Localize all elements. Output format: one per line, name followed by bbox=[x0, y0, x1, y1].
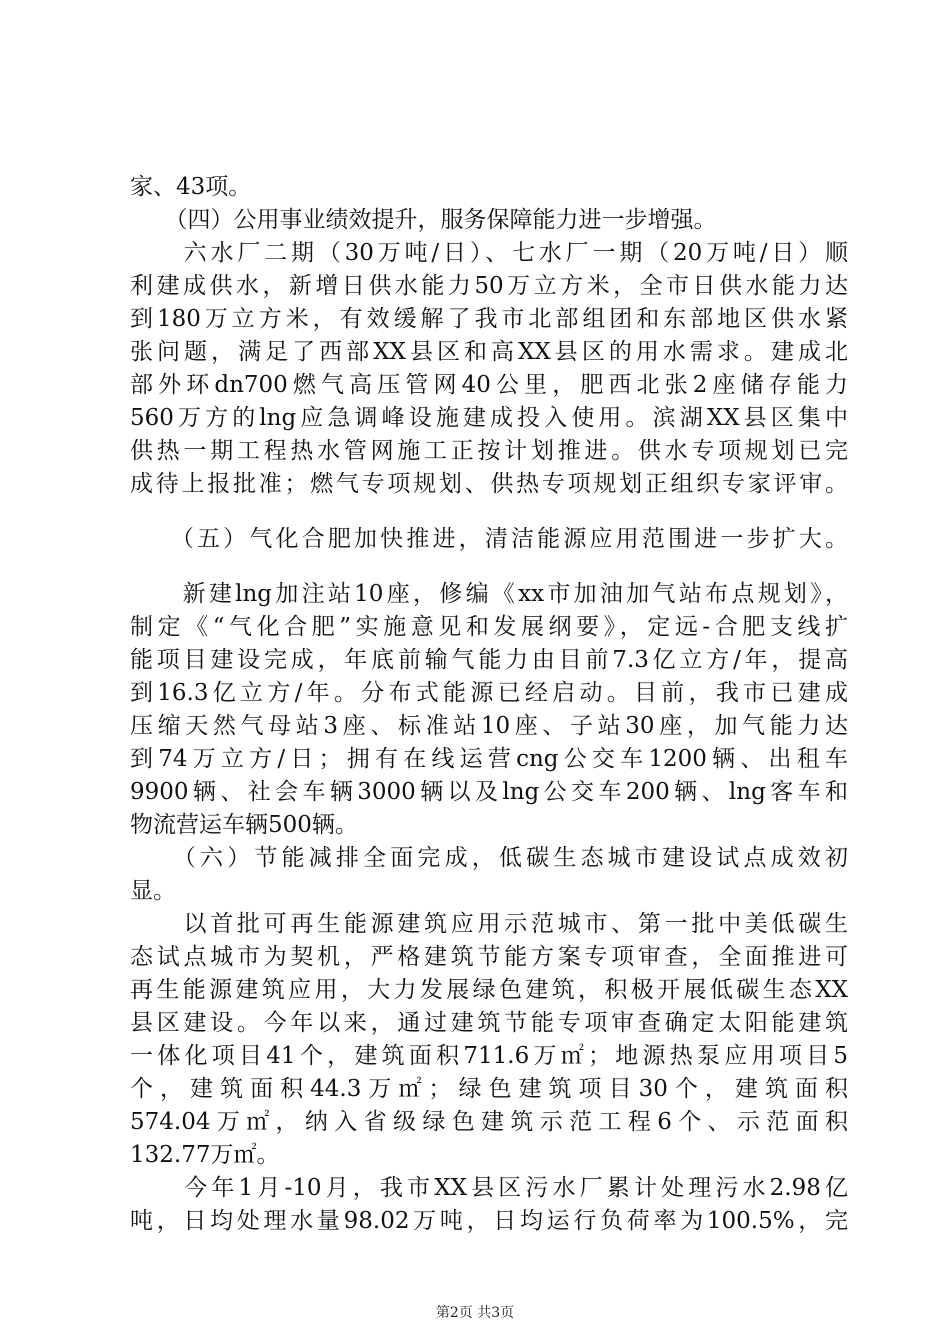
text-line: 132.77万㎡。 bbox=[130, 1142, 280, 1168]
text-line: 到180万立方米，有效缓解了我市北部组团和东部地区供水紧 bbox=[130, 306, 848, 332]
text-line: 到74万立方/日；拥有在线运营cng公交车1200辆、出租车 bbox=[130, 746, 848, 772]
text-line: 成待上报批准；燃气专项规划、供热专项规划正组织专家评审。 bbox=[130, 471, 848, 497]
text-line: 今年1月-10月，我市XX县区污水厂累计处理污水2.98亿 bbox=[130, 1175, 848, 1201]
text-line: 县区建设。今年以来，通过建筑节能专项审查确定太阳能建筑 bbox=[130, 1010, 848, 1036]
section-heading-4: （四）公用事业绩效提升，服务保障能力进一步增强。 bbox=[130, 207, 717, 233]
section-heading-5: （五）气化合肥加快推进，清洁能源应用范围进一步扩大。 bbox=[130, 526, 848, 552]
text-line: 张问题，满足了西部XX县区和高XX县区的用水需求。建成北 bbox=[130, 339, 848, 365]
text-line: 制定《“气化合肥”实施意见和发展纲要》，定远-合肥支线扩 bbox=[130, 614, 848, 640]
text-line: 六水厂二期（30万吨/日）、七水厂一期（20万吨/日）顺 bbox=[130, 240, 848, 266]
section-heading-6: （六）节能减排全面完成，低碳生态城市建设试点成效初 bbox=[130, 845, 848, 871]
text-line: 利建成供水，新增日供水能力50万立方米，全市日供水能力达 bbox=[130, 273, 848, 299]
text-line: 一体化项目41个，建筑面积711.6万㎡；地源热泵应用项目5 bbox=[130, 1043, 848, 1069]
text-line: 供热一期工程热水管网施工正按计划推进。供水专项规划已完 bbox=[130, 438, 848, 464]
text-line: 560万方的lng应急调峰设施建成投入使用。滨湖XX县区集中 bbox=[130, 405, 848, 431]
text-line: 能项目建设完成，年底前输气能力由目前7.3亿立方/年，提高 bbox=[130, 647, 848, 673]
text-line: 574.04万㎡，纳入省级绿色建筑示范工程6个、示范面积 bbox=[130, 1109, 848, 1135]
text-line: 家、43项。 bbox=[130, 174, 252, 200]
text-line: 物流营运车辆500辆。 bbox=[130, 812, 358, 838]
text-line: 压缩天然气母站3座、标准站10座、子站30座，加气能力达 bbox=[130, 713, 848, 739]
text-line: 9900辆、社会车辆3000辆以及lng公交车200辆、lng客车和 bbox=[130, 779, 848, 805]
text-line: 显。 bbox=[130, 878, 176, 904]
text-line: 态试点城市为契机，严格建筑节能方案专项审查，全面推进可 bbox=[130, 944, 848, 970]
text-line: 部外环dn700燃气高压管网40公里，肥西北张2座储存能力 bbox=[130, 372, 848, 398]
page-footer: 第2页 共3页 bbox=[435, 1305, 515, 1321]
document-body bbox=[130, 171, 848, 1238]
text-line: 新建lng加注站10座，修编《xx市加油加气站布点规划》， bbox=[130, 581, 848, 607]
text-line: 以首批可再生能源建筑应用示范城市、第一批中美低碳生 bbox=[130, 911, 848, 937]
text-line: 个，建筑面积44.3万㎡；绿色建筑项目30个，建筑面积 bbox=[130, 1076, 848, 1102]
text-line: 到16.3亿立方/年。分布式能源已经启动。目前，我市已建成 bbox=[130, 680, 848, 706]
text-line: 再生能源建筑应用，大力发展绿色建筑，积极开展低碳生态XX bbox=[130, 977, 848, 1003]
text-line: 吨，日均处理水量98.02万吨，日均运行负荷率为100.5%，完 bbox=[130, 1208, 848, 1234]
